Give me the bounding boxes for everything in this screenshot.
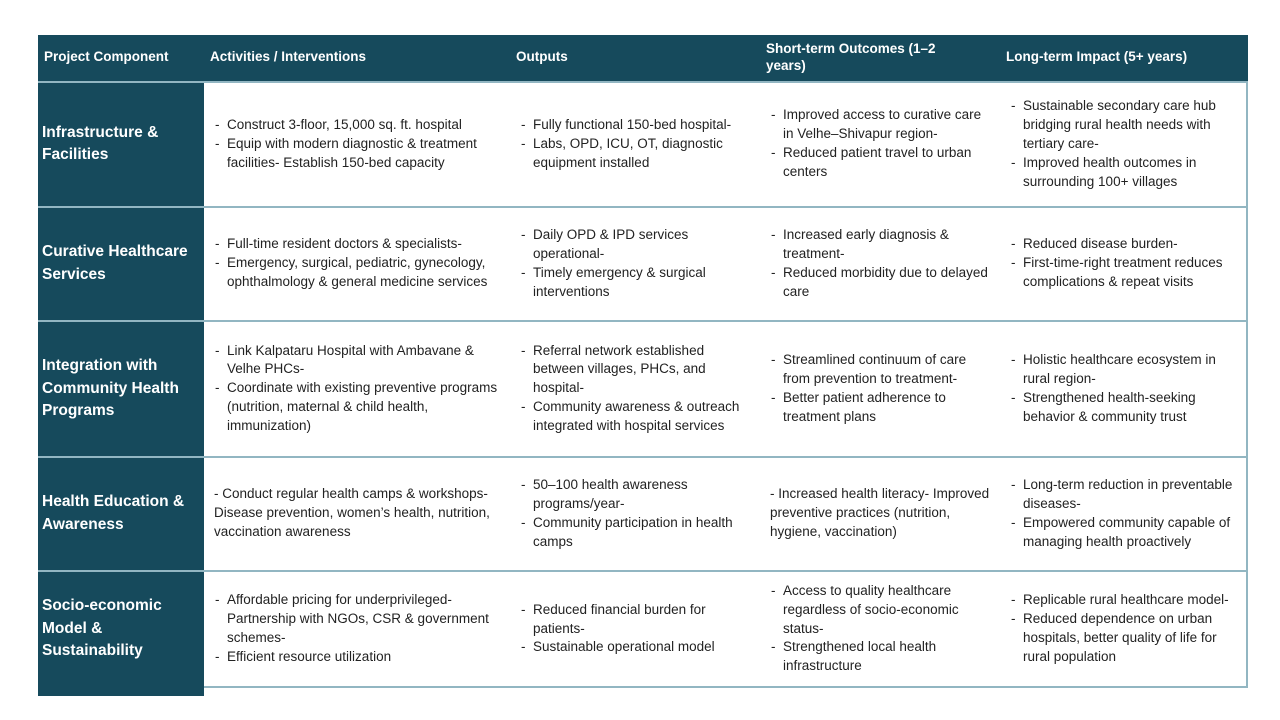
bullet-item (210, 235, 504, 254)
bullet-item (516, 476, 754, 514)
bullet-text: Improved health outcomes in surrounding 100+ villages (1023, 154, 1197, 189)
table-header-row (38, 35, 1248, 83)
bullet-item (766, 144, 994, 182)
bullet-marker: - (771, 145, 776, 161)
header-outputs (510, 35, 760, 83)
cell-short_term (760, 208, 1000, 322)
bullet-text: Reduced disease burden- (1023, 236, 1178, 252)
bullet-item (516, 342, 754, 399)
bullet-marker: - (1011, 476, 1016, 492)
bullet-text: Affordable pricing for underprivileged- Partnership with NGOs, CSR & government schemes- (227, 592, 489, 645)
bullet-item (210, 254, 504, 292)
header-label: Activities / Interventions (210, 49, 367, 65)
table-body (38, 83, 1248, 688)
bullet-marker: - (771, 582, 776, 598)
cell-long_term (1000, 83, 1248, 208)
bullet-item (1006, 254, 1240, 292)
table-row (38, 208, 1248, 322)
cell-long_term (1000, 572, 1248, 688)
bullet-text: Community awareness & outreach integrated with hospital services (533, 399, 740, 434)
bullet-text: Reduced patient travel to urban centers (783, 145, 972, 180)
bullet-text: Streamlined continuum of care from prevention to treatment- (783, 351, 967, 386)
bullet-text: Efficient resource utilization (227, 648, 392, 664)
component-cell (38, 458, 204, 572)
cell-short_term (760, 572, 1000, 688)
cell-long_term (1000, 322, 1248, 458)
project-logframe-table (38, 35, 1248, 688)
component-label: Integration with Community Health Programs (42, 357, 179, 419)
bullet-marker: - (771, 351, 776, 367)
cell-short_term (760, 83, 1000, 208)
bullet-item (516, 398, 754, 436)
bullet-item (1006, 97, 1240, 154)
bullet-text: Sustainable operational model (533, 639, 715, 655)
table-row (38, 83, 1248, 208)
bullet-marker: - (215, 135, 220, 151)
header-label: Long-term Impact (5+ years) (1006, 49, 1188, 65)
cell-activities (204, 458, 510, 572)
cell-short_term (760, 458, 1000, 572)
header-label: Project Component (44, 49, 169, 65)
table-row (38, 572, 1248, 688)
bullet-item (766, 264, 994, 302)
bullet-marker: - (771, 639, 776, 655)
bullet-marker: - (215, 648, 220, 664)
bullet-marker: - (521, 116, 526, 132)
cell-activities (204, 322, 510, 458)
bullet-marker: - (771, 389, 776, 405)
component-cell (38, 322, 204, 458)
bullet-text: Strengthened local health infrastructure (783, 639, 937, 674)
bullet-text: Better patient adherence to treatment plans (783, 389, 946, 424)
component-cell (38, 572, 204, 688)
bullet-item (1006, 235, 1240, 254)
bullet-text: Long-term reduction in preventable diseases- (1023, 476, 1233, 511)
bullet-item (516, 135, 754, 173)
cell-outputs (510, 458, 760, 572)
bullet-text: Reduced morbidity due to delayed care (783, 264, 988, 299)
cell-outputs (510, 322, 760, 458)
header-project-component (38, 35, 204, 83)
component-label: Health Education & Awareness (42, 493, 185, 533)
bullet-marker: - (521, 342, 526, 358)
bullet-marker: - (771, 264, 776, 280)
bullet-marker: - (215, 236, 220, 252)
bullet-marker: - (1011, 351, 1016, 367)
bullet-text: First-time-right treatment reduces complications & repeat visits (1023, 255, 1223, 290)
bullet-item (766, 351, 994, 389)
component-label: Infrastructure & Facilities (42, 123, 159, 164)
bullet-text: Reduced dependence on urban hospitals, better quality of life for rural population (1023, 611, 1217, 664)
cell-activities (204, 208, 510, 322)
bullet-marker: - (1011, 611, 1016, 627)
bullet-text: Holistic healthcare ecosystem in rural region- (1023, 351, 1216, 386)
cell-activities (204, 572, 510, 688)
bullet-text: Equip with modern diagnostic & treatment facilities- Establish 150-bed capacity (227, 135, 477, 170)
bullet-item (1006, 591, 1240, 610)
bullet-text: Improved access to curative care in Velhe–Shivapur region- (783, 107, 982, 142)
cell-paragraph: - Conduct regular health camps & workshops- Disease prevention, women’s health, nutrition, vaccination awareness (214, 486, 490, 540)
cell-paragraph: - Increased health literacy- Improved preventive practices (nutrition, hygiene, vaccination) (770, 486, 990, 540)
bullet-marker: - (215, 116, 220, 132)
bullet-item (210, 648, 504, 667)
bullet-marker: - (215, 380, 220, 396)
bullet-item (1006, 514, 1240, 552)
bullet-item (1006, 476, 1240, 514)
bullet-text: Community participation in health camps (533, 514, 733, 549)
bullet-item (766, 638, 994, 676)
bullet-item (516, 226, 754, 264)
header-long-term-impact (1000, 35, 1248, 83)
bullet-text: Emergency, surgical, pediatric, gynecology, ophthalmology & general medicine services (227, 255, 488, 290)
bullet-item (1006, 154, 1240, 192)
bullet-text: Sustainable secondary care hub bridging rural health needs with tertiary care- (1023, 98, 1216, 151)
bullet-text: Access to quality healthcare regardless of socio-economic status- (783, 582, 959, 636)
bullet-marker: - (521, 135, 526, 151)
header-label: Short-term Outcomes (1–2 years) (766, 41, 936, 73)
bullet-text: Reduced financial burden for patients- (533, 601, 706, 636)
component-label: Curative Healthcare Services (42, 243, 188, 283)
bullet-text: Empowered community capable of managing health proactively (1023, 514, 1231, 549)
header-activities-interventions (204, 35, 510, 83)
bullet-marker: - (521, 476, 526, 492)
bullet-item (210, 342, 504, 380)
bullet-marker: - (215, 255, 220, 271)
bullet-marker: - (1011, 255, 1016, 271)
bullet-item (1006, 351, 1240, 389)
bullet-marker: - (521, 639, 526, 655)
bullet-text: Increased early diagnosis & treatment- (783, 226, 949, 261)
bullet-marker: - (1011, 98, 1016, 114)
bullet-marker: - (521, 226, 526, 242)
bullet-item (516, 638, 754, 657)
bullet-marker: - (1011, 514, 1016, 530)
component-cell (38, 83, 204, 208)
bullet-item (210, 116, 504, 135)
bullet-text: Referral network established between villages, PHCs, and hospital- (533, 342, 706, 396)
table-row (38, 458, 1248, 572)
cell-activities (204, 83, 510, 208)
bullet-item (516, 514, 754, 552)
bullet-marker: - (521, 399, 526, 415)
table-row (38, 322, 1248, 458)
component-cell (38, 208, 204, 322)
bullet-item (516, 116, 754, 135)
bullet-item (1006, 610, 1240, 667)
bullet-item (516, 601, 754, 639)
bullet-text: Fully functional 150-bed hospital- (533, 116, 732, 132)
bullet-item (766, 106, 994, 144)
bullet-text: Replicable rural healthcare model- (1023, 592, 1229, 608)
header-short-term-outcomes (760, 35, 1000, 83)
bullet-text: Link Kalpataru Hospital with Ambavane & Velhe PHCs- (227, 342, 474, 377)
bullet-text: Labs, OPD, ICU, OT, diagnostic equipment installed (533, 135, 723, 170)
bullet-text: Strengthened health-seeking behavior & community trust (1023, 389, 1196, 424)
bullet-item (1006, 389, 1240, 427)
bullet-marker: - (771, 226, 776, 242)
component-label: Socio-economic Model & Sustainability (42, 597, 162, 660)
bullet-text: Coordinate with existing preventive programs (nutrition, maternal & child health, immunization) (227, 380, 498, 434)
bullet-marker: - (215, 342, 220, 358)
bullet-text: Timely emergency & surgical interventions (533, 264, 706, 299)
bullet-marker: - (1011, 389, 1016, 405)
bullet-marker: - (1011, 154, 1016, 170)
cell-short_term (760, 322, 1000, 458)
bullet-marker: - (1011, 592, 1016, 608)
bullet-item (210, 135, 504, 173)
bullet-marker: - (215, 592, 220, 608)
bullet-marker: - (521, 601, 526, 617)
cell-long_term (1000, 458, 1248, 572)
bullet-text: Daily OPD & IPD services operational- (533, 226, 689, 261)
bullet-item (516, 264, 754, 302)
bullet-text: Construct 3-floor, 15,000 sq. ft. hospital (227, 116, 462, 132)
bullet-text: Full-time resident doctors & specialists- (227, 236, 462, 252)
header-label: Outputs (516, 49, 568, 65)
bullet-marker: - (771, 107, 776, 123)
bullet-item (766, 389, 994, 427)
bullet-item (766, 582, 994, 639)
bullet-text: 50–100 health awareness programs/year- (533, 476, 688, 511)
bullet-marker: - (521, 514, 526, 530)
bullet-item (210, 591, 504, 648)
cell-outputs (510, 572, 760, 688)
cell-long_term (1000, 208, 1248, 322)
bullet-marker: - (1011, 236, 1016, 252)
bullet-item (210, 379, 504, 436)
bullet-item (766, 226, 994, 264)
cell-outputs (510, 83, 760, 208)
cell-outputs (510, 208, 760, 322)
bullet-marker: - (521, 264, 526, 280)
